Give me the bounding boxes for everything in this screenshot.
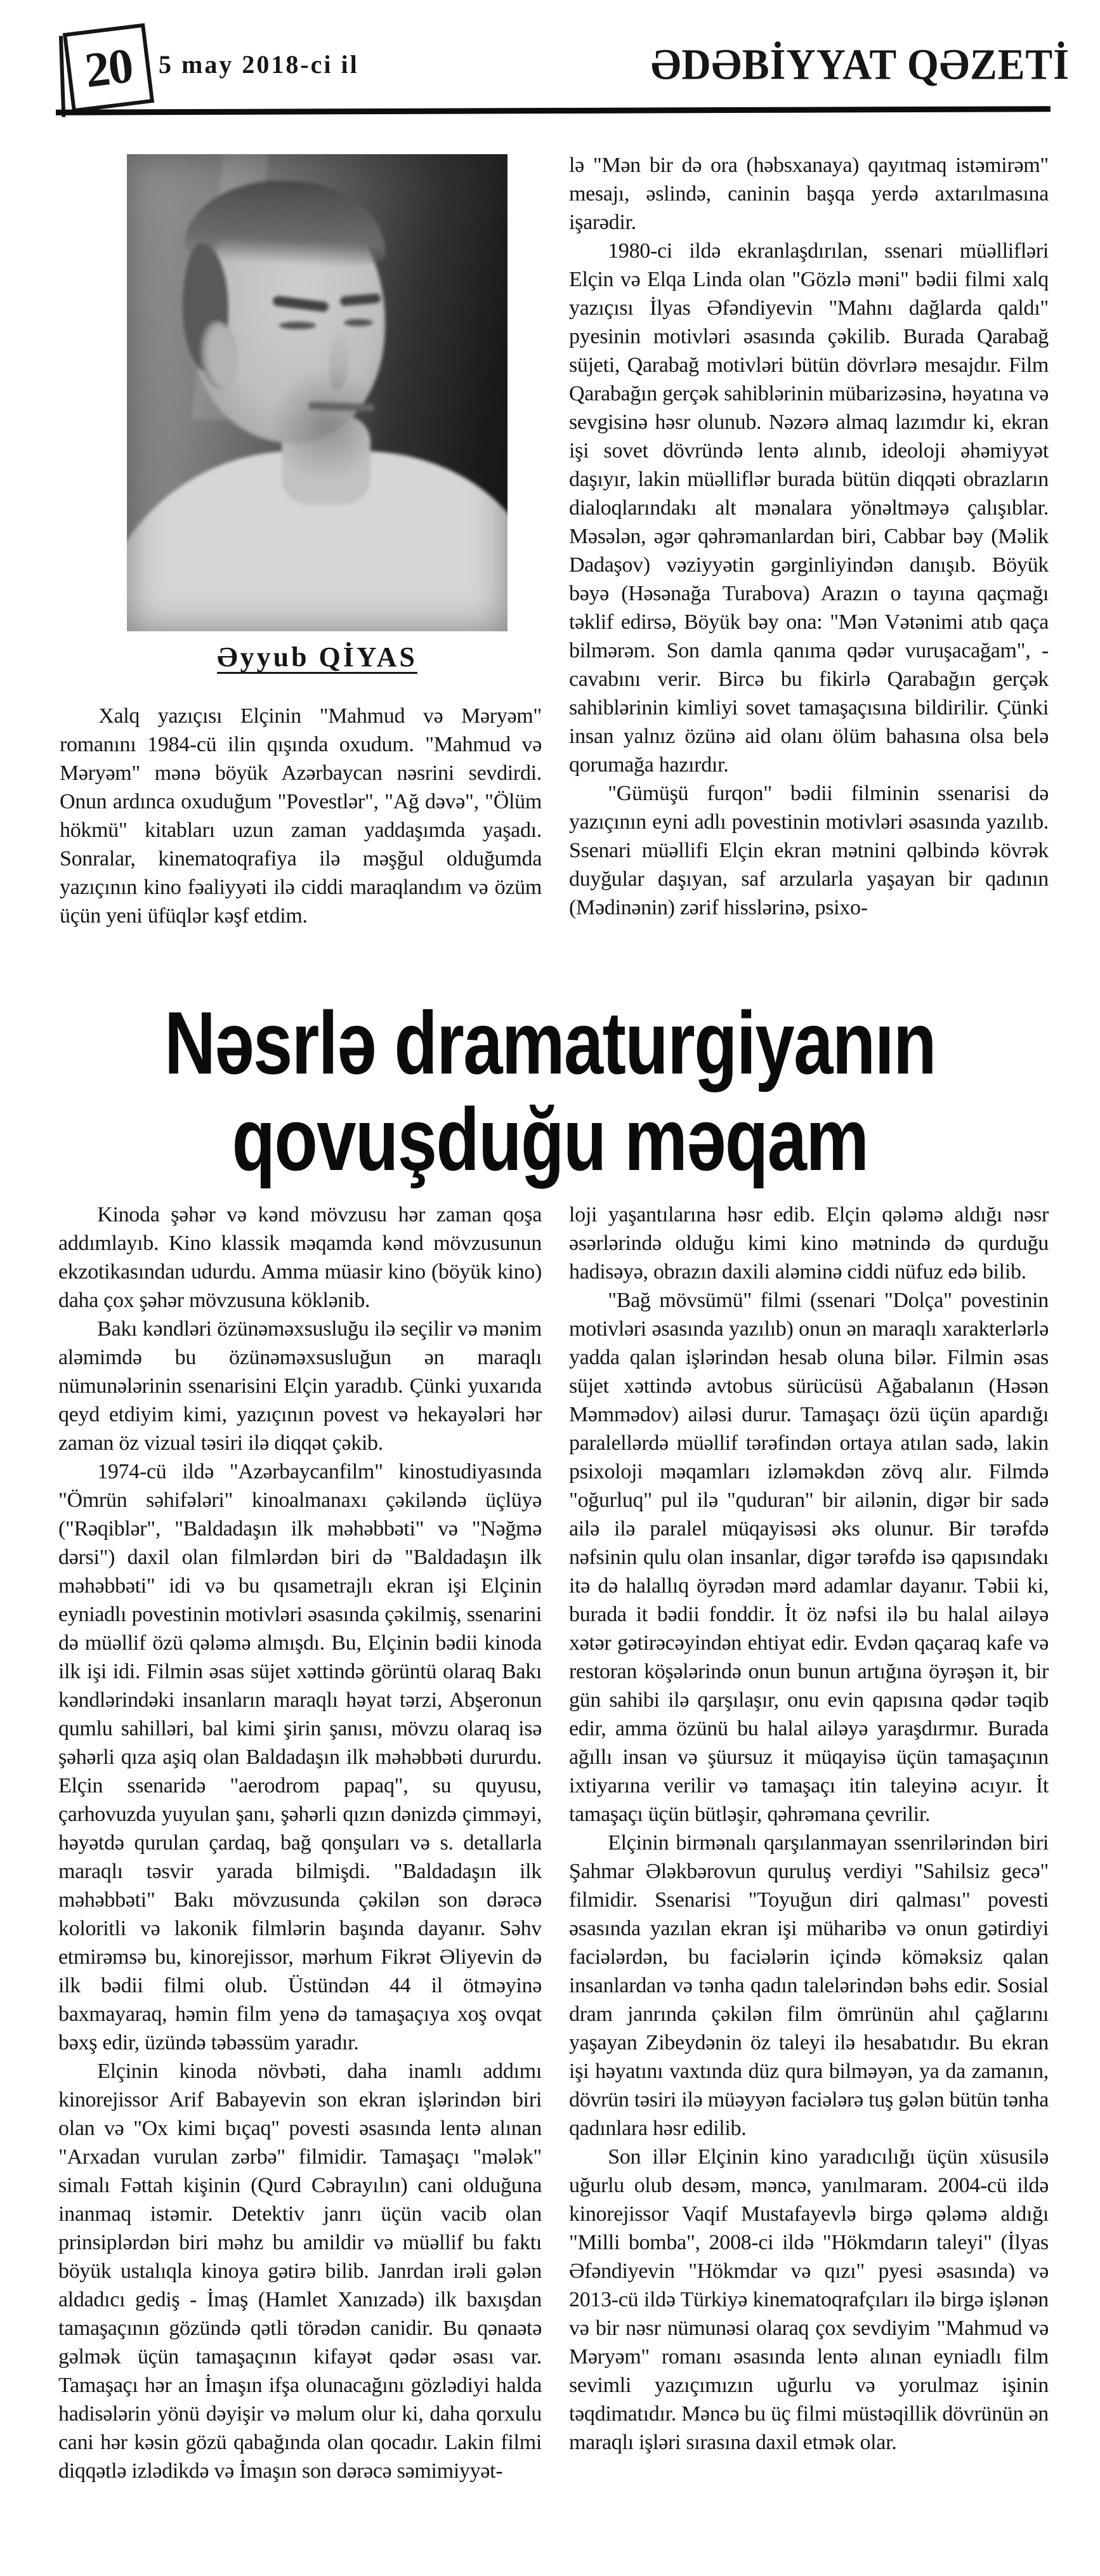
photo-ear: [197, 319, 241, 390]
photo-face: [187, 186, 395, 449]
photo-nose: [328, 329, 351, 391]
paragraph: Son illər Elçinin kino yaradıcılığı üçün xüsusilə uğurlu olub desəm, məncə, yanılmaram. 2004-cü ildə kinorejissor Vaqif Mustafayevlə birgə qələmə aldığı "Milli bomba", 2008-ci ildə "Hökmdarın taleyi" (İlyas Əfəndiyevin "Hökmdar və qızı" pyesi əsasında) və 2013-cü ildə Türkiyə kinematoqrafçıları ilə birgə işlənən və bir nəsr nümunəsi olaraq çox sevdiyim "Mahmud və Məryəm" romanı əsasında lentə alınan eyniadlı film sevimli yazıçımızın uğurlu və yorulmaz işinin təqdimatıdır. Məncə bu üç filmi müstəqillik dövrünün ən maraqlı işləri sırasına daxil etmək olar.: [569, 2145, 1049, 2454]
photo-shirt: [127, 451, 507, 631]
photo-mouth: [308, 402, 374, 412]
photo-left-eye: [279, 322, 316, 329]
issue-date: 5 may 2018-ci il: [159, 50, 359, 79]
intro-column: [60, 702, 542, 930]
top-right-column: [569, 151, 1049, 922]
paragraph: "Bağ mövsümü" filmi (ssenari "Dolça" povestinin motivləri əsasında yazılıb) onun ən maraqlı xarakterlərlə yadda qalan işlərindən hesab oluna bilər. Filmin əsas süjet xəttində avtobus sürücüsü Ağabalanın (Həsən Məmmədov) ailəsi durur. Tamaşaçı özü üçün apardığı paralellərdə müəllif tərəfindən ortaya atılan sadə, lakin psixoloji məqamları izləməkdən zövq alır. Filmdə "oğurluq" pul ilə "quduran" bir ailənin, digər bir sadə ailə ilə paralel müqayisəsi əks olunur. Bir tərəfdə nəfsinin qulu olan insanlar, digər tərəfdə isə qapısındakı itə də halallıq öyrədən mərd adamlar dayanır. Təbii ki, burada it bədii fonddir. İt öz nəfsi ilə bu halal ailəyə xətər gətirəcəyindən ehtiyat edir. Evdən qaçaraq kafe və restoran köşələrində onun bunun artığına öyrəşən it, bir gün sahibi ilə qarşılaşır, onu evin qapısına qədər təqib edir, amma özünü bu halal ailəyə yaraşdırmır. Burada ağıllı insan və şüursuz it müqayisə üçün tamaşaçının ixtiyarına verilir və tamaşaçı itin taleyinə acıyır. İt tamaşaçı üçün bütləşir, qəhrəmana çevrilir.: [569, 1289, 1049, 1826]
paragraph: Elçinin kinoda növbəti, daha inamlı addımı kinorejissor Arif Babayevin son ekran işlərindən biri olan və "Ox kimi bıçaq" povesti əsasında lentə alınan "Arxadan vurulan zərbə" filmidir. Tamaşaçı "mələk" simalı Fəttah kişinin (Qurd Cəbrayılın) cani olduğuna inanmaq istəmir. Detektiv janrı üçün vacib olan prinsiplərdən biri məhz bu amildir və müəllif bu faktı böyük ustalıqla kinoya gətirə bilib. Janrdan irəli gələn aldadıcı gediş - İmaş (Hamlet Xanızadə) ilk baxışdan tamaşaçının gözündə qətli törədən canidir. Bu qənaətə gəlmək üçün tamaşaçının kifayət qədər əsası var. Tamaşaçı hər an İmaşın ifşa olunacağını gözlədiyi halda hadisələrin yönü dəyişir və məlum olur ki, daha qorxulu cani hər kəsin gözü qabağında olan qocadır. Lakin filmi diqqətlə izlədikdə və İmaşın son dərəcə səmimiyyət-: [58, 2060, 542, 2483]
photo-background: [127, 154, 507, 631]
paragraph: loji yaşantılarına həsr edib. Elçin qələmə aldığı nəsr əsərlərində olduğu kimi kino mətnində də qurduğu hadisəyə, obrazın daxili aləminə ciddi nüfuz edə bilib.: [569, 1203, 1049, 1284]
intro-paragraph: Xalq yazıçısı Elçinin "Mahmud və Məryəm" romanını 1984-cü ilin qışında oxudum. "Mahmud və Məryəm" mənə böyük Azərbaycan nəsrini sevdirdi. Onun ardınca oxuduğum "Povestlər", "Ağ dəvə", "Ölüm hökmü" kitabları uzun zaman yaddaşımda yaşadı. Sonralar, kinematoqrafiya ilə məşğul olduğumda yazıçının kino fəaliyyəti ilə ciddi maraqlandım və özüm üçün yeni üfüqlər kəşf etdim.: [60, 704, 542, 928]
article-headline: [0, 995, 1100, 1188]
paragraph: 1980-ci ildə ekranlaşdırılan, ssenari müəllifləri Elçin və Elqa Linda olan "Gözlə məni" bədii filmi xalq yazıçısı İlyas Əfəndiyevin "Mahnı dağlarda qaldı" pyesinin motivləri əsasında çəkilib. Burada Qarabağ süjeti, Qarabağ motivləri bütün dövrlərə mesajdır. Film Qarabağın gerçək sahiblərinin mübarizəsinə, həyatına və sevgisinə həsr olunub. Nəzərə almaq lazımdır ki, ekran işi sovet dövründə lentə alınıb, ideoloji əhəmiyyət daşıyır, lakin müəlliflər burada bütün diqqəti obrazların dialoqlarındakı alt mənalara yönəltməyə çalışıblar. Məsələn, əgər qəhrəmanlardan biri, Cabbar bəy (Məlik Dadaşov) vəziyyətin gərginliyindən danışıb. Böyük bəyə (Həsənağa Turabova) Arazın o tayına qaçmağı təklif edirsə, Böyük bəy ona: "Mən Vətənimi atıb qaça bilmərəm. Son damla qanıma qədər vuruşacağam", - cavabını verir. Bircə bu fikirlə Qarabağın gerçək sahiblərinin kimliyi sovet tamaşaçısına bildirilir. Çünki insan yalnız özünə aid olanı ölüm bahasına olsa belə qorumağa hazırdır.: [569, 239, 1049, 777]
newspaper-title: ƏDƏBİYYAT QƏZETİ: [651, 40, 1070, 89]
paragraph: Bakı kəndləri özünəməxsusluğu ilə seçilir və mənim aləmimdə bu özünəməxsusluğun ən maraqlı nümunələrinin ssenarisini Elçin yaradıb. Çünki yuxarıda qeyd etdiyim kimi, yazıçının povest və hekayələri hər zaman öz vizual təsiri ilə diqqət çəkib.: [58, 1317, 542, 1455]
photo-right-eyebrow: [339, 293, 381, 306]
header-divider: [56, 106, 1051, 115]
photo-artwork: [127, 154, 507, 631]
page-number-badge: [63, 23, 154, 113]
bottom-left-column: [58, 1200, 542, 2485]
bottom-right-column: [569, 1200, 1049, 2457]
photo-hair: [183, 176, 389, 270]
photo-background-highlight: [192, 154, 270, 419]
photo-right-eye: [344, 319, 373, 326]
paragraph: lə "Mən bir də ora (həbsxanaya) qayıtmaq istəmirəm" mesajı, əslində, caninin başqa yerdə axtarılmasına işarədir.: [569, 154, 1049, 234]
photo-neck: [282, 416, 370, 504]
photo-hair-side: [183, 243, 228, 373]
paragraph: Kinoda şəhər və kənd mövzusu hər zaman qoşa addımlayıb. Kino klassik məqamda kənd mövzusunun ekzotikasından udurdu. Amma müasir kino (böyük kino) daha çox şəhər mövzusuna köklənib.: [58, 1203, 542, 1312]
headline-line-1: Nəsrlə dramaturgiyanın: [164, 993, 936, 1093]
author-photo: [127, 154, 507, 631]
paragraph: 1974-cü ildə "Azərbaycanfilm" kinostudiyasında "Ömrün səhifələri" kinoalmanaxı çəkiləndə üçlüyə ("Rəqiblər", "Baldadaşın ilk məhəbbəti" və "Nəğmə dərsi") daxil olan filmlərdən biri də "Baldadaşın ilk məhəbbəti" idi və bu qısametrajlı ekran işi Elçinin eyniadlı povestinin motivləri əsasında çəkilmiş, ssenarini də müəllif özü qələmə almışdı. Bu, Elçinin bədii kinoda ilk işi idi. Filmin əsas süjet xəttində görüntü olaraq Bakı kəndlərindəki insanların maraqlı həyat tərzi, Abşeronun qumlu sahilləri, bal kimi şirin şanısı, mövzu olaraq isə şəhərli qıza aşiq olan Baldadaşın ilk məhəbbəti dururdu. Elçin ssenaridə "aerodrom papaq", su quyusu, çarhovuzda yuyulan şanı, şəhərli qızın dənizdə çimməyi, həyətdə qurulan çardaq, bağ qonşuları və s. detallarla maraqlı təsvir yarada bilmişdi. "Baldadaşın ilk məhəbbəti" Bakı mövzusunda çəkilən son dərəcə koloritli və lakonik filmlərin başında dayanır. Səhv etmirəmsə bu, kinorejissor, mərhum Fikrət Əliyevin də ilk bədii filmi olub. Üstündən 44 il ötməyinə baxmayaraq, həmin film yenə də tamaşaçıya xoş ovqat bəxş edir, üzündə təbəssüm yaradır.: [58, 1460, 542, 2054]
headline-line-2: qovuşduğu məqam: [232, 1089, 868, 1189]
paragraph: Elçinin birmənalı qarşılanmayan ssenrilərindən biri Şahmar Ələkbərovun quruluş verdiyi "Sahilsiz gecə" filmidir. Ssenarisi "Toyuğun diri qalması" povesti əsasında yazılan ekran işi müharibə və onun gətirdiyi faciələrdən, bu faciələrin içində köməksiz qalan insanlardan və tənha qadın talelərindən bəhs edir. Sosial dram janrında çəkilən film ömrünün ahıl çağlarını yaşayan Zibeydənin öz taleyi ilə hesabatıdır. Bu ekran işi həyatını vaxtında düz qura bilməyən, ya da zamanın, dövrün təsiri ilə müəyyən faciələrə tuş gələn bütün tənha qadınlara həsr edilib.: [569, 1831, 1049, 2140]
photo-stubble: [268, 367, 384, 483]
photo-caption: Əyyub QİYAS: [217, 641, 417, 673]
page-number: 20: [81, 37, 135, 98]
paragraph: "Gümüşü furqon" bədii filminin ssenarisi də yazıçının eyni adlı povestinin motivləri əsasında yazılıb. Ssenari müəllifi Elçin ekran mətnini qəlbində kövrək duyğular daşıyan, saf arzularla yaşayan bir qadının (Mədinənin) zərif hisslərinə, psixo-: [569, 782, 1049, 919]
photo-left-eyebrow: [272, 296, 329, 313]
